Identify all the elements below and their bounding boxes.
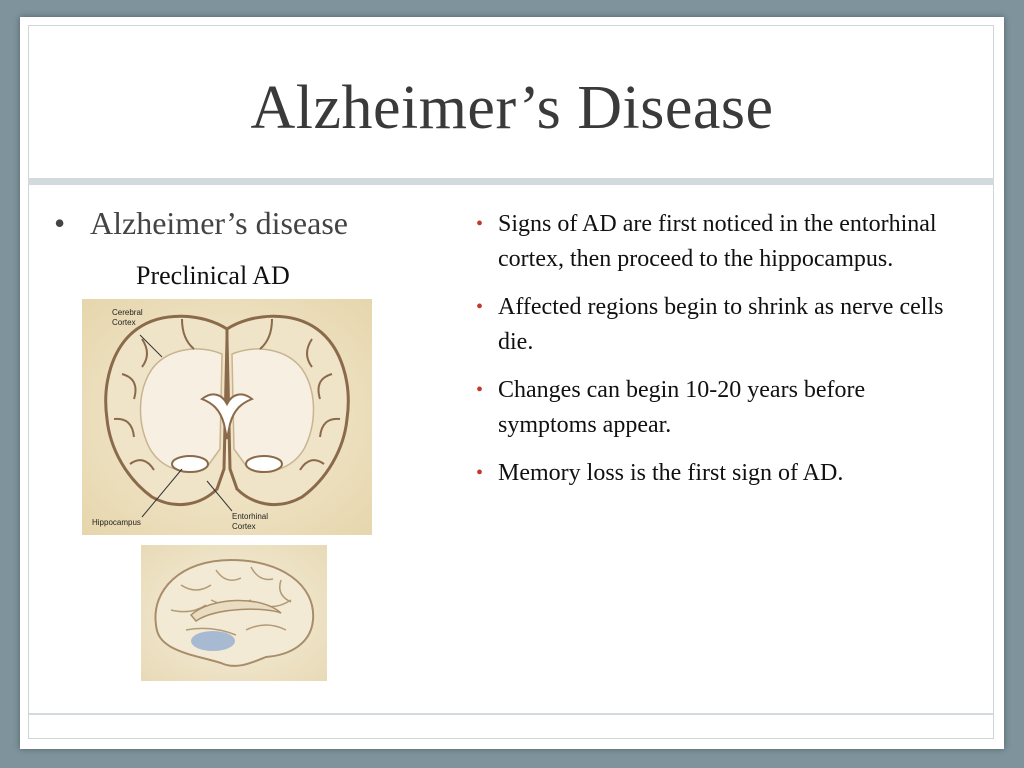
right-hippocampus-shape	[246, 456, 282, 472]
findings-bullet-list	[474, 207, 954, 504]
bullet-dot-icon: •	[476, 296, 484, 318]
list-item: • Changes can begin 10-20 years before symptoms appear.	[474, 373, 954, 443]
list-item: • Signs of AD are first noticed in the entorhinal cortex, then proceed to the hippocampus.	[474, 207, 954, 277]
sagittal-brain-illustration	[141, 545, 327, 681]
list-item: • Memory loss is the first sign of AD.	[474, 456, 954, 491]
slide-title: Alzheimer’s Disease	[250, 74, 774, 142]
label-cerebral: Cerebral	[112, 308, 143, 317]
list-item: • Affected regions begin to shrink as nerve cells die.	[474, 290, 954, 360]
left-hippocampus-shape	[172, 456, 208, 472]
label-hippocampus: Hippocampus	[92, 518, 141, 527]
left-bullet-text: Alzheimer’s disease	[90, 205, 348, 241]
right-white-matter	[232, 349, 314, 471]
affected-region-highlight	[191, 631, 235, 651]
image-caption: Preclinical AD	[136, 261, 290, 290]
brain-side-outline	[155, 560, 313, 666]
title-divider	[28, 178, 994, 185]
coronal-brain-illustration	[82, 299, 372, 535]
label-entorhinal-cortex: Cortex	[232, 522, 256, 531]
left-white-matter	[140, 349, 222, 471]
bullet-dot-icon: •	[476, 213, 484, 235]
bullet-dot-icon: •	[476, 379, 484, 401]
label-entorhinal: Entorhinal	[232, 512, 269, 521]
left-bullet-item	[54, 205, 348, 242]
bullet-dot-icon: •	[54, 205, 66, 241]
footer-divider	[28, 713, 994, 715]
bullet-dot-icon: •	[476, 462, 484, 484]
slide	[20, 17, 1004, 749]
label-cortex: Cortex	[112, 318, 136, 327]
